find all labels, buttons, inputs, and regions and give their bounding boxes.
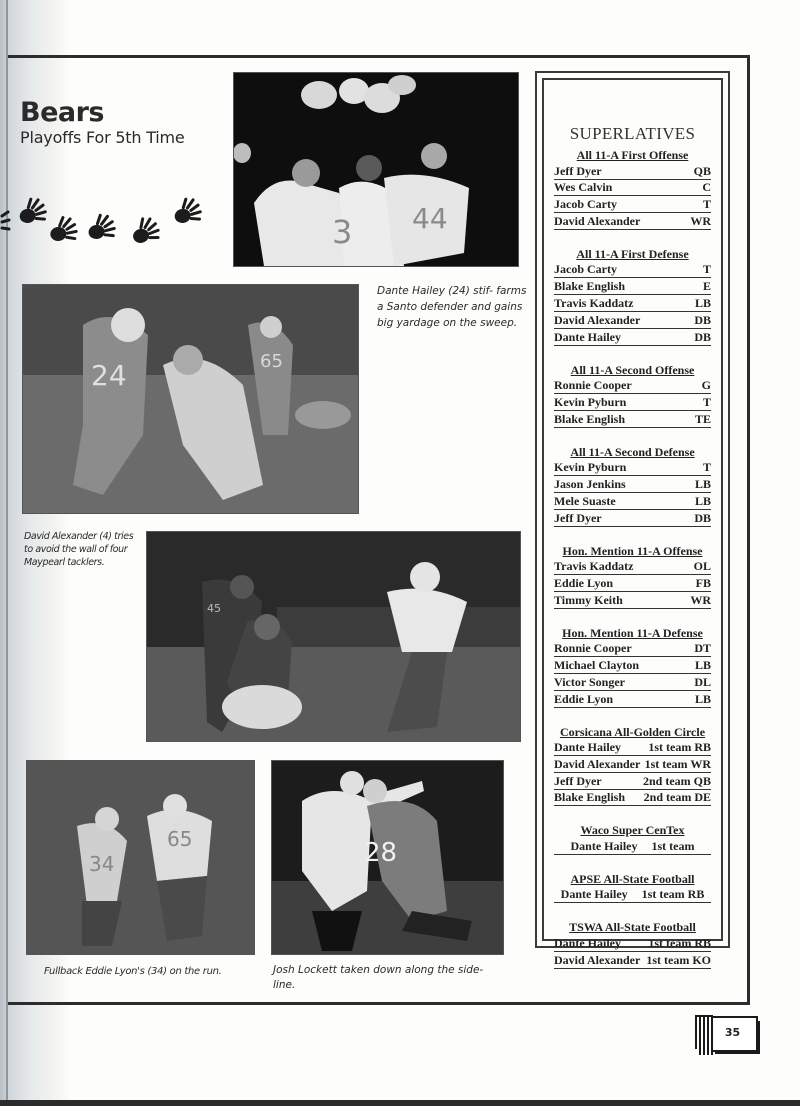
superlative-row [554,296,711,312]
player-name: Travis Kaddatz [554,295,634,310]
player-name: Travis Kaddatz [554,559,634,574]
player-award: 1st team RB [648,740,711,755]
player-award: LB [694,691,711,706]
superlative-row [554,164,711,180]
superlative-row [554,395,711,411]
photo-stiff-arm [22,284,359,514]
caption-sideline: Josh Lockett taken down along the side- line. [273,964,484,991]
superlative-section-title: All 11-A Second Offense [570,362,695,377]
player-name: Eddie Lyon [554,575,614,590]
paw-print-icon [17,197,47,224]
player-award: DB [694,312,711,327]
player-name: Jason Jenkins [554,476,626,491]
player-name: Mele Suaste [554,493,616,508]
svg-text:44: 44 [412,202,448,235]
superlatives-sections [554,148,711,986]
superlative-row [554,790,711,806]
photo-fullback [26,760,255,955]
player-name: Blake English [554,411,626,426]
superlative-row [554,953,711,969]
bottom-rule [8,1002,750,1005]
superlative-section [554,920,711,968]
player-award: DT [694,641,711,656]
superlative-row [554,330,711,346]
player-name: Kevin Pyburn [554,394,627,409]
player-name: Blake English [554,790,626,805]
right-rule [747,55,750,1005]
superlative-row [554,593,711,609]
superlative-row [554,279,711,295]
player-award: FB [695,575,711,590]
svg-text:28: 28 [364,838,398,868]
superlative-row [554,936,711,952]
page-edge-line [6,0,8,1106]
player-name: Blake English [554,279,626,294]
player-award: 1st team RB [641,887,705,902]
svg-text:24: 24 [91,359,127,392]
player-award: G [701,378,711,393]
superlative-row [554,839,711,855]
svg-text:34: 34 [89,852,115,876]
player-award: 1st team KO [646,952,711,967]
superlative-row [554,658,711,674]
player-award: OL [693,559,711,574]
superlative-section-title: TSWA All-State Football [569,920,696,935]
player-award: LB [694,476,711,491]
superlative-row [554,740,711,756]
player-name: Ronnie Cooper [554,641,632,656]
superlative-row [554,774,711,790]
player-award: DL [694,674,711,689]
superlative-section [554,544,711,609]
photo-wall [146,531,521,742]
superlative-row [554,641,711,657]
player-name: David Alexander [554,952,641,967]
caption-fullback: Fullback Eddie Lyon's (34) on the run. [44,966,222,977]
player-award: LB [694,493,711,508]
superlative-section-title: Hon. Mention 11-A Defense [562,625,703,640]
superlative-section [554,725,711,807]
player-name: Ronnie Cooper [554,378,632,393]
player-award: QB [693,163,711,178]
superlative-section [554,363,711,428]
player-award: T [702,460,711,475]
player-award: LB [694,295,711,310]
photo-celebration [233,72,519,267]
superlative-section-title: All 11-A First Defense [576,246,689,261]
player-award: T [702,394,711,409]
player-name: Dante Hailey [554,935,621,950]
player-award: DB [694,329,711,344]
player-award: T [702,262,711,277]
superlative-row [554,262,711,278]
superlative-section [554,247,711,346]
paw-print-icon [86,214,115,240]
paw-print-icon [172,197,202,224]
superlative-row [554,180,711,196]
svg-text:65: 65 [260,351,283,372]
player-name: Dante Hailey [554,329,621,344]
superlative-section-title: All 11-A First Offense [576,148,689,162]
player-name: Kevin Pyburn [554,460,627,475]
superlative-section-title: Waco Super CenTex [580,823,685,838]
player-name: Jacob Carty [554,262,617,277]
player-award: WR [690,592,711,607]
svg-text:45: 45 [207,602,221,615]
caption-stiff-arm: Dante Hailey (24) stif- farms a Santo defender and gains big yardage on the sweep. [377,285,527,329]
superlative-row [554,313,711,329]
superlative-section [554,445,711,527]
superlative-row [554,378,711,394]
superlatives-inner-border [542,78,723,967]
player-name: Jacob Carty [554,197,617,212]
player-name: David Alexander [554,213,641,228]
superlative-section [554,872,711,904]
superlative-row [554,576,711,592]
player-award: T [702,197,711,212]
paw-print-icon [2,212,9,229]
svg-text:3: 3 [332,213,353,251]
superlative-section [554,626,711,708]
superlative-section-title: All 11-A Second Defense [570,444,695,459]
superlative-section [554,823,711,855]
superlative-row [554,494,711,510]
player-award: 1st team WR [644,756,711,771]
page-header [20,98,185,148]
page-subtitle: Playoffs For 5th Time [20,128,185,147]
player-award: WR [690,213,711,228]
superlative-row [554,757,711,773]
svg-text:65: 65 [167,827,193,851]
player-award: E [702,279,711,294]
player-name: David Alexander [554,312,641,327]
superlatives-box [535,71,730,967]
paw-prints-icon [0,190,220,250]
superlative-section-title: APSE All-State Football [570,871,695,886]
page-number-badge [695,1015,761,1055]
caption-wall: David Alexander (4) tries to avoid the wall of four Maypearl tacklers. [24,531,134,568]
player-award: C [702,180,711,195]
superlative-row [554,412,711,428]
superlative-row [554,197,711,213]
player-award: 1st team [651,838,695,853]
superlative-row [554,675,711,691]
superlative-section [554,148,711,230]
player-award: DB [694,510,711,525]
player-name: Jeff Dyer [554,773,602,788]
player-name: Dante Hailey [560,887,628,902]
superlatives-heading: SUPERLATIVES [569,124,696,143]
superlative-row [554,477,711,493]
player-name: Michael Clayton [554,657,639,672]
top-rule [8,55,750,58]
player-name: Dante Hailey [554,740,621,755]
player-name: Wes Calvin [554,180,613,195]
superlative-row [554,559,711,575]
paw-print-icon [49,216,77,241]
player-award: 2nd team DE [643,790,711,805]
page-bottom-edge [0,1100,800,1106]
player-award: 2nd team QB [642,773,711,788]
superlative-row [554,460,711,476]
player-award: LB [694,657,711,672]
superlative-row [554,214,711,230]
player-award: 1st team RB [648,935,711,950]
player-name: Dante Hailey [570,838,638,853]
player-name: David Alexander [554,756,641,771]
superlative-row [554,887,711,903]
page-title: Bears [20,97,104,128]
superlative-row [554,692,711,708]
player-name: Jeff Dyer [554,163,602,178]
superlative-section-title: Hon. Mention 11-A Offense [562,543,703,558]
player-name: Jeff Dyer [554,510,602,525]
player-name: Eddie Lyon [554,691,614,706]
superlative-row [554,511,711,527]
player-name: Timmy Keith [554,592,623,607]
player-name: Victor Songer [554,674,625,689]
superlative-section-title: Corsicana All-Golden Circle [559,724,706,739]
player-award: TE [694,411,711,426]
page-number: 35 [724,1025,741,1039]
photo-sideline [271,760,504,955]
paw-print-icon [129,216,160,245]
